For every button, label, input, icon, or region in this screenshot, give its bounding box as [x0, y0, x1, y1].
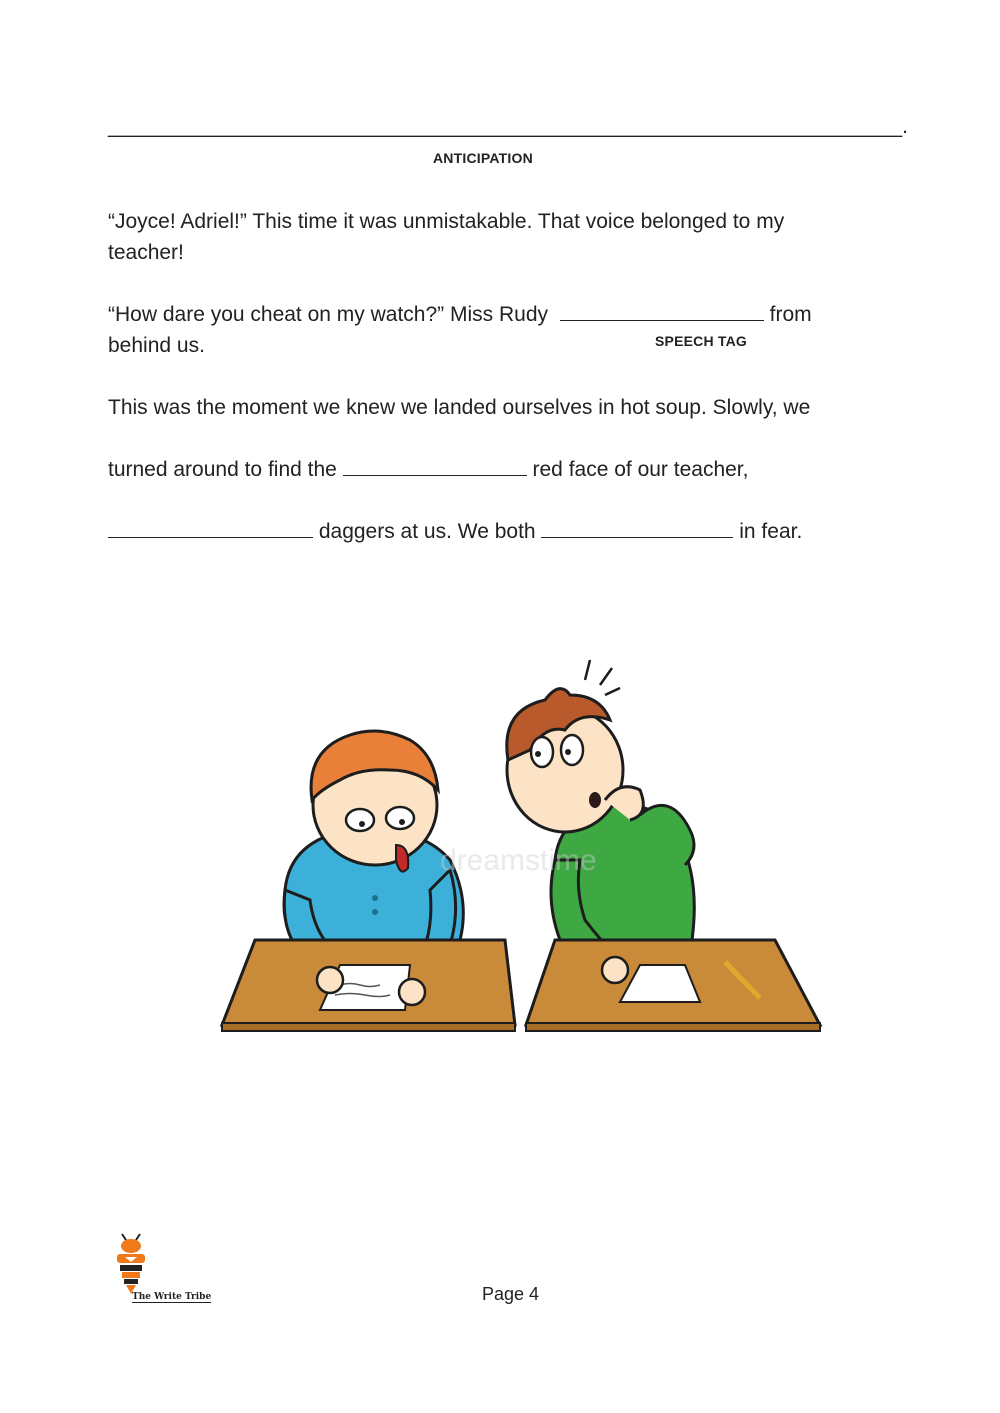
glaring-verb-blank[interactable]	[108, 516, 313, 538]
paragraph-3-text-d: in fear.	[733, 520, 803, 543]
paragraph-1-line-1: “Joyce! Adriel!” This time it was unmistakable. That voice belonged to my	[108, 210, 785, 233]
paragraph-3-text-a: turned around to find the	[108, 458, 343, 481]
anticipation-label: ANTICIPATION	[433, 150, 533, 166]
logo-text: The Write Tribe	[132, 1292, 212, 1302]
face-adjective-blank[interactable]	[343, 454, 527, 476]
right-student	[507, 660, 694, 965]
paragraph-2-text-b: from	[763, 303, 812, 326]
desks	[222, 940, 820, 1031]
paragraph-2-text-a: “How dare you cheat on my watch?” Miss Rudy	[108, 303, 554, 326]
paragraph-3-line-1: This was the moment we knew we landed ourselves in hot soup. Slowly, we	[108, 396, 811, 419]
speech-tag-label: SPEECH TAG	[655, 333, 747, 349]
paragraph-1-line-2: teacher!	[108, 241, 184, 264]
page-number: Page 4	[482, 1284, 540, 1304]
watermark-text: dreamstime	[440, 844, 597, 877]
paragraph-3-line-3	[108, 516, 802, 547]
paragraph-2-line-2: behind us.	[108, 334, 205, 357]
title-answer-line: ____________________________________________________________________.	[108, 115, 909, 138]
speech-tag-blank[interactable]	[560, 299, 764, 321]
paragraph-3-line-2	[108, 454, 748, 485]
reaction-verb-blank[interactable]	[541, 516, 733, 538]
paragraph-2-line-1	[108, 299, 812, 330]
the-write-tribe-logo	[108, 1232, 220, 1307]
cheating-students-illustration	[200, 640, 840, 1050]
paragraph-3-text-c: daggers at us. We both	[313, 520, 542, 543]
paragraph-3-text-b: red face of our teacher,	[526, 458, 749, 481]
